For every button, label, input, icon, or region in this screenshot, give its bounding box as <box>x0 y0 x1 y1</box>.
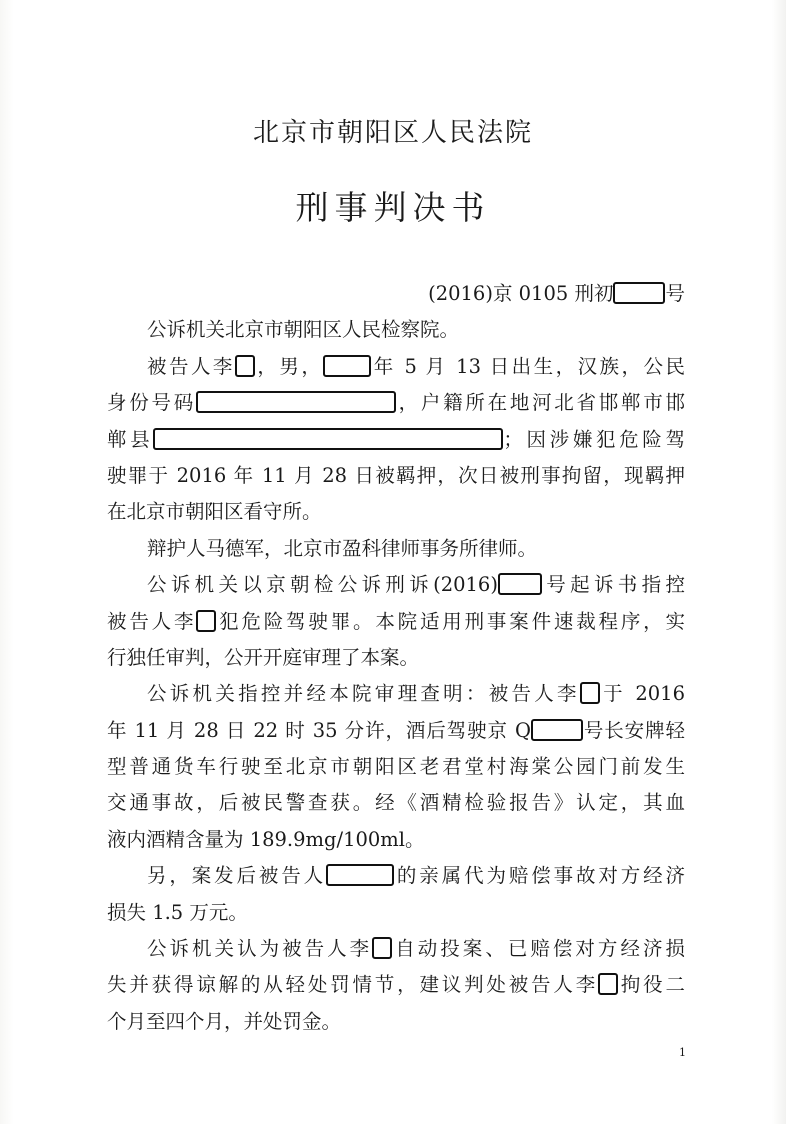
compensation-paragraph-line: 另，案发后被告人 的亲属代为赔偿事故对方经济 <box>147 864 685 888</box>
defendant-paragraph-line: 郸县 ；因涉嫌犯危险驾 <box>107 427 685 451</box>
facts-paragraph-line: 液内酒精含量为 189.9mg/100ml。 <box>107 827 425 851</box>
page-number: 1 <box>679 1046 686 1059</box>
compensation-paragraph-line: 损失 1.5 万元。 <box>107 900 248 924</box>
sentencing-recommendation-line: 个月至四个月，并处罚金。 <box>107 1009 342 1033</box>
indictment-paragraph-line: 行独任审判，公开开庭审理了本案。 <box>107 645 420 669</box>
judgment-body <box>107 276 685 1040</box>
redaction-box <box>196 610 216 632</box>
case-number: (2016)京 0105 刑初 号 <box>428 282 685 305</box>
redaction-box <box>235 355 255 377</box>
defendant-paragraph-line: 被告人李 ，男， 年 5 月 13 日出生，汉族，公民 <box>147 354 685 378</box>
redaction-box <box>196 391 396 413</box>
sentencing-recommendation-line: 公诉机关认为被告人李 自动投案、已赔偿对方经济损 <box>147 937 685 961</box>
redaction-box <box>613 282 665 304</box>
court-name: 北京市朝阳区人民法院 <box>252 118 533 148</box>
redaction-box <box>580 682 600 704</box>
redaction-box <box>598 973 618 995</box>
redaction-box <box>372 937 392 959</box>
defendant-paragraph-line: 在北京市朝阳区看守所。 <box>107 500 322 524</box>
facts-paragraph-line: 公诉机关指控并经本院审理查明：被告人李 于 2016 <box>147 682 685 706</box>
indictment-paragraph-line: 公诉机关以京朝检公诉刑诉(2016) 号起诉书指控 <box>147 573 685 597</box>
redaction-box <box>326 864 394 886</box>
redaction-box <box>323 355 371 377</box>
redaction-box <box>498 573 542 595</box>
indictment-paragraph-line: 被告人李 犯危险驾驶罪。本院适用刑事案件速裁程序，实 <box>107 609 685 633</box>
facts-paragraph-line: 型普通货车行驶至北京市朝阳区老君堂村海棠公园门前发生 <box>107 755 685 779</box>
document-title: 刑事判决书 <box>295 188 491 227</box>
facts-paragraph-line: 交通事故，后被民警查获。经《酒精检验报告》认定，其血 <box>107 791 685 815</box>
prosecutor-paragraph: 公诉机关北京市朝阳区人民检察院。 <box>147 318 460 342</box>
defendant-paragraph-line: 驶罪于 2016 年 11 月 28 日被羁押，次日被刑事拘留，现羁押 <box>107 463 685 487</box>
defense-counsel-paragraph: 辩护人马德军，北京市盈科律师事务所律师。 <box>147 536 538 560</box>
redaction-box <box>531 719 583 741</box>
redaction-box <box>153 428 503 450</box>
facts-paragraph-line: 年 11 月 28 日 22 时 35 分许，酒后驾驶京 Q 号长安牌轻 <box>107 718 685 742</box>
sentencing-recommendation-line: 失并获得谅解的从轻处罚情节，建议判处被告人李 拘役二 <box>107 973 685 997</box>
defendant-paragraph-line: 身份号码 ，户籍所在地河北省邯郸市邯 <box>107 391 685 415</box>
